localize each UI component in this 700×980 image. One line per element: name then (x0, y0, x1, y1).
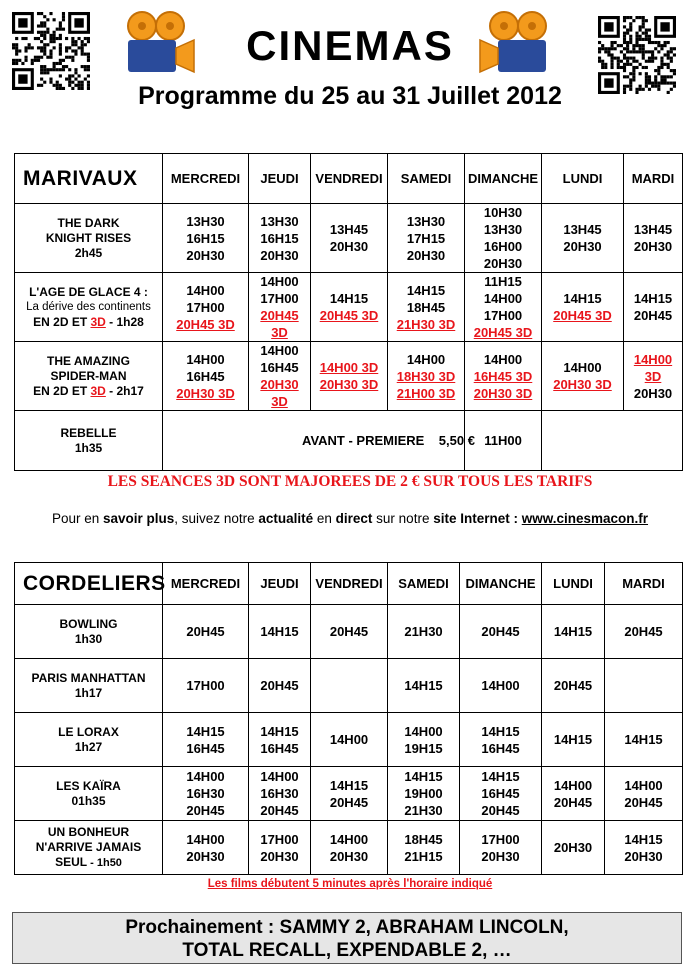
showtime: 14H15 (633, 291, 673, 306)
film-title-cell (15, 767, 163, 821)
showtimes-cell (388, 273, 465, 342)
film-duration: - 2h17 (105, 383, 144, 398)
showtime: 20H30 (260, 247, 299, 263)
film-duration: - 1h28 (105, 314, 144, 329)
showtimes-cell (388, 659, 460, 713)
marivaux-schedule-table (14, 153, 683, 471)
showtimes-cell (542, 605, 605, 659)
showtimes-cell (163, 605, 249, 659)
showtime-3d: 20H45 3D (319, 308, 379, 323)
showtime: 20H45 (329, 624, 369, 639)
showtime: 17H00 (260, 291, 299, 306)
day-header: VENDREDI (311, 563, 388, 605)
day-header: SAMEDI (388, 154, 465, 204)
showtime: 14H15 (553, 624, 593, 639)
info-bold: savoir plus (103, 511, 175, 526)
showtime: 14H15 (624, 732, 663, 747)
showtime: 16H45 (260, 360, 299, 375)
showtime: 14H15 (329, 777, 369, 793)
empty-cell (542, 411, 683, 471)
showtimes-cell (465, 342, 542, 411)
showtimes-cell (311, 659, 388, 713)
showtimes-cell (460, 713, 542, 767)
film-duration: 1h27 (74, 739, 103, 754)
film-row (15, 204, 683, 273)
film-format (15, 384, 162, 399)
cinema-name-cordeliers: CORDELIERS (15, 563, 163, 605)
showtime: 16H45 (260, 740, 299, 756)
showtime: 17H15 (406, 230, 446, 246)
showtime: 20H30 (329, 239, 369, 254)
info-line (0, 511, 700, 526)
film-title: L'AGE DE GLACE 4 : (29, 284, 148, 299)
format-3d: 3D (90, 314, 106, 329)
showtimes-cell (388, 821, 460, 875)
showtimes-cell (388, 605, 460, 659)
showtimes-cell (605, 767, 683, 821)
film-duration: 1h35 (74, 440, 103, 455)
showtime: 20H45 (553, 678, 593, 693)
showtime: 20H30 (633, 239, 673, 254)
film-row (15, 821, 683, 875)
showtime: 16H45 (186, 740, 225, 756)
film-row (15, 767, 683, 821)
showtime: 14H15 (553, 732, 593, 747)
film-title-cell (15, 605, 163, 659)
film-title-cell (15, 821, 163, 875)
showtime: 14H00 (329, 732, 369, 747)
showtime: 14H00 (481, 678, 520, 693)
showtime: 19H15 (404, 740, 443, 756)
showtime: 14H15 (186, 723, 225, 739)
showtime: 14H00 (483, 291, 523, 306)
format-text: EN 2D ET (33, 383, 91, 398)
film-title-cell (15, 411, 163, 471)
showtime: 14H15 (406, 282, 446, 298)
showtimes-cell (605, 713, 683, 767)
showtimes-cell (249, 821, 311, 875)
avant-premiere-label: AVANT - PREMIERE (302, 433, 425, 448)
showtime-3d: 18H30 3D (396, 368, 456, 384)
film-title: N'ARRIVE JAMAIS (35, 839, 142, 854)
showtime: 20H45 (186, 624, 225, 639)
day-header: SAMEDI (388, 563, 460, 605)
showtime: 20H45 (260, 678, 299, 693)
film-title: LES KAÏRA (56, 778, 121, 793)
showtimes-cell (465, 273, 542, 342)
showtime: 20H45 (624, 624, 663, 639)
film-title-cell (15, 273, 163, 342)
showtime: 16H45 (186, 368, 225, 384)
film-row (15, 659, 683, 713)
showtime: 19H00 (404, 786, 443, 801)
showtime: 20H30 (553, 840, 593, 855)
film-title: PARIS MANHATTAN (31, 670, 146, 685)
day-header: MERCREDI (163, 563, 249, 605)
showtime: 14H00 (553, 777, 593, 793)
showtime: 20H30 (186, 247, 225, 263)
marivaux-header-row (15, 154, 683, 204)
showtime: 20H30 (406, 247, 446, 263)
showtime: 20H30 (329, 848, 369, 864)
showtime: 10H30 (483, 205, 523, 220)
showtime: 20H45 (186, 803, 225, 818)
showtimes-cell (311, 204, 388, 273)
showtime: 14H00 (260, 274, 299, 289)
showtimes-cell (624, 342, 683, 411)
showtime: 14H15 (481, 769, 520, 784)
showtimes-cell (311, 821, 388, 875)
showtime: 21H15 (404, 848, 443, 864)
showtime: 20H45 (260, 803, 299, 818)
showtime: 16H30 (186, 786, 225, 801)
film-row (15, 713, 683, 767)
showtime-3d: 20H45 3D (473, 325, 533, 340)
cordeliers-schedule-table (14, 562, 683, 875)
film-title-cell (15, 204, 163, 273)
showtimes-cell (311, 605, 388, 659)
page-subtitle: Programme du 25 au 31 Juillet 2012 (138, 82, 562, 110)
showtimes-cell (605, 605, 683, 659)
showtime: 14H15 (481, 723, 520, 739)
day-header: JEUDI (249, 154, 311, 204)
film-duration: 1h30 (74, 631, 103, 646)
day-header: DIMANCHE (465, 154, 542, 204)
day-header: VENDREDI (311, 154, 388, 204)
film-title-cell (15, 713, 163, 767)
showtimes-cell (249, 713, 311, 767)
showtime: 20H45 (481, 624, 520, 639)
showtime: 14H15 (260, 624, 299, 639)
showtime: 16H45 (481, 786, 520, 801)
avant-premiere-price: 5,50 € (438, 433, 475, 448)
showtime: 14H00 (186, 769, 225, 784)
showtime: 11H00 (484, 433, 522, 448)
info-bold: actualité (258, 511, 314, 526)
film-duration: - 1h50 (87, 856, 122, 869)
showtimes-cell (249, 204, 311, 273)
showtime: 17H00 (260, 831, 299, 847)
showtime: 20H30 (481, 848, 520, 864)
showtimes-cell (605, 659, 683, 713)
showtime-3d: 3D (271, 394, 288, 409)
showtimes-cell (311, 767, 388, 821)
day-header: DIMANCHE (460, 563, 542, 605)
film-row (15, 605, 683, 659)
day-header: JEUDI (249, 563, 311, 605)
showtime-3d: 14H00 (633, 351, 673, 367)
showtime: 14H15 (624, 831, 663, 847)
info-text: en (313, 511, 336, 526)
showtime: 16H45 (481, 740, 520, 756)
showtime: 17H00 (186, 678, 225, 693)
start-time-note: Les films débutent 5 minutes après l'horaire indiqué (207, 878, 493, 890)
showtime-3d: 20H30 3D (176, 385, 235, 401)
showtime: 14H00 (483, 351, 523, 367)
showtime: 20H30 (633, 385, 673, 401)
showtimes-cell (460, 659, 542, 713)
showtimes-cell (388, 767, 460, 821)
showtime-3d: 20H30 3D (553, 377, 612, 392)
showtime: 20H30 (260, 848, 299, 864)
cordeliers-header-row (15, 563, 683, 605)
film-title-part: SEUL (55, 854, 88, 869)
showtimes-cell (163, 767, 249, 821)
showtime-3d: 20H30 (260, 377, 299, 392)
film-row (15, 273, 683, 342)
day-header: MARDI (624, 154, 683, 204)
showtimes-cell (249, 659, 311, 713)
showtime: 21H30 (404, 624, 443, 639)
showtime: 20H45 (624, 794, 663, 810)
showtime: 20H45 (553, 794, 593, 810)
showtimes-cell (460, 767, 542, 821)
showtimes-cell (542, 342, 624, 411)
film-title: BOWLING (59, 616, 118, 631)
showtime: 14H00 (329, 831, 369, 847)
film-title: THE DARK (57, 215, 120, 230)
showtimes-cell (163, 713, 249, 767)
avant-premiere-cell (163, 411, 475, 471)
showtime: 20H30 (624, 848, 663, 864)
showtimes-cell (163, 204, 249, 273)
website-link[interactable]: www.cinesmacon.fr (521, 511, 649, 526)
film-title: REBELLE (60, 425, 117, 440)
showtimes-cell (605, 821, 683, 875)
info-text: Pour en (51, 511, 104, 526)
showtime: 17H00 (186, 299, 225, 315)
showtime: 17H00 (481, 831, 520, 847)
showtime: 20H45 (633, 308, 673, 323)
coming-soon-line: Prochainement : SAMMY 2, ABRAHAM LINCOLN, (125, 917, 569, 938)
film-format (15, 315, 162, 330)
showtime: 18H45 (404, 831, 443, 847)
showtimes-cell (388, 204, 465, 273)
showtime: 14H15 (563, 291, 602, 306)
showtime: 14H15 (329, 291, 369, 306)
showtime: 17H00 (483, 308, 523, 323)
showtime: 20H45 (329, 794, 369, 810)
showtimes-cell (163, 821, 249, 875)
info-bold: direct (335, 511, 373, 526)
showtime: 14H15 (260, 723, 299, 739)
showtimes-cell (542, 767, 605, 821)
showtime-3d: 20H45 3D (553, 308, 612, 323)
film-row (15, 342, 683, 411)
showtimes-cell (388, 713, 460, 767)
info-text: sur notre (372, 511, 434, 526)
showtimes-cell (249, 273, 311, 342)
showtimes-cell (624, 273, 683, 342)
showtime-3d: 16H45 3D (473, 368, 533, 384)
showtime: 13H30 (483, 222, 523, 237)
format-text: EN 2D ET (33, 314, 91, 329)
film-title: KNIGHT RISES (45, 230, 132, 245)
showtime: 14H15 (404, 678, 443, 693)
showtimes-cell (311, 342, 388, 411)
showtimes-cell (465, 204, 542, 273)
showtimes-cell (249, 767, 311, 821)
showtime: 13H30 (406, 213, 446, 229)
showtime-3d: 20H30 3D (473, 385, 533, 401)
film-duration: 2h45 (74, 245, 103, 260)
showtimes-cell (460, 821, 542, 875)
showtime-3d: 21H00 3D (396, 385, 456, 401)
showtimes-cell (460, 605, 542, 659)
showtime-3d: 21H30 3D (396, 316, 456, 332)
day-header: MERCREDI (163, 154, 249, 204)
info-text: , suivez notre (174, 511, 259, 526)
showtime: 20H30 (186, 848, 225, 864)
showtime: 14H00 (404, 723, 443, 739)
showtime: 14H15 (404, 769, 443, 784)
showtimes-cell (163, 659, 249, 713)
showtimes-cell (249, 342, 311, 411)
film-title-cell (15, 659, 163, 713)
showtime-3d: 20H45 (260, 308, 299, 323)
showtime: 14H00 (186, 351, 225, 367)
showtimes-cell (163, 273, 249, 342)
showtime: 13H45 (329, 222, 369, 237)
film-subtitle: La dérive des continents (26, 300, 151, 313)
day-header: LUNDI (542, 154, 624, 204)
showtimes-cell (249, 605, 311, 659)
coming-soon-banner (12, 912, 682, 964)
page-title: CINEMAS (246, 22, 454, 69)
cinema-name-marivaux: MARIVAUX (15, 154, 163, 204)
showtime: 13H30 (186, 213, 225, 229)
film-duration: 1h17 (74, 685, 103, 700)
showtime: 13H45 (563, 222, 602, 237)
showtimes-cell (624, 204, 683, 273)
showtime: 13H30 (260, 213, 299, 229)
showtime: 16H30 (260, 786, 299, 801)
showtime: 20H30 (563, 239, 602, 254)
film-title: UN BONHEUR (47, 824, 130, 839)
showtime: 16H00 (483, 239, 523, 254)
showtime: 16H15 (186, 230, 225, 246)
showtime: 18H45 (406, 299, 446, 315)
showtimes-cell (542, 659, 605, 713)
film-row (15, 411, 683, 471)
showtime: 14H00 (624, 777, 663, 793)
showtime: 21H30 (404, 803, 443, 818)
showtimes-cell (163, 342, 249, 411)
showtime-3d: 20H30 3D (319, 377, 379, 392)
showtime: 14H00 (260, 343, 299, 358)
day-header: LUNDI (542, 563, 605, 605)
format-3d: 3D (90, 383, 106, 398)
film-title (15, 855, 162, 871)
showtime: 14H00 (406, 351, 446, 367)
info-bold: site Internet : (433, 511, 518, 526)
showtime: 16H15 (260, 230, 299, 246)
showtime: 20H45 (481, 803, 520, 818)
showtime-3d: 14H00 3D (319, 360, 379, 375)
showtime-3d: 20H45 3D (176, 316, 235, 332)
showtimes-cell (542, 273, 624, 342)
showtime: 14H00 (260, 769, 299, 784)
showtime: 13H45 (633, 222, 673, 237)
film-title: LE LORAX (58, 724, 119, 739)
showtime: 14H00 (186, 831, 225, 847)
day-header: MARDI (605, 563, 683, 605)
coming-soon-line: TOTAL RECALL, EXPENDABLE 2, … (182, 940, 512, 961)
showtimes-cell (388, 342, 465, 411)
showtimes-cell (542, 204, 624, 273)
film-title-cell (15, 342, 163, 411)
showtimes-cell (542, 713, 605, 767)
film-title: SPIDER-MAN (50, 368, 127, 383)
3d-surcharge-notice: LES SEANCES 3D SONT MAJOREES DE 2 € SUR TOUS LES TARIFS (107, 473, 593, 490)
showtime: 14H00 (186, 282, 225, 298)
film-duration: 01h35 (71, 793, 106, 808)
film-title: THE AMAZING (47, 353, 130, 368)
showtime: 14H00 (563, 360, 602, 375)
showtimes-cell (311, 713, 388, 767)
showtimes-cell (311, 273, 388, 342)
showtime: 20H30 (483, 256, 523, 271)
showtime: 11H15 (484, 274, 522, 289)
showtime-3d: 3D (271, 325, 288, 340)
showtime-3d: 3D (644, 368, 662, 384)
showtimes-cell (542, 821, 605, 875)
